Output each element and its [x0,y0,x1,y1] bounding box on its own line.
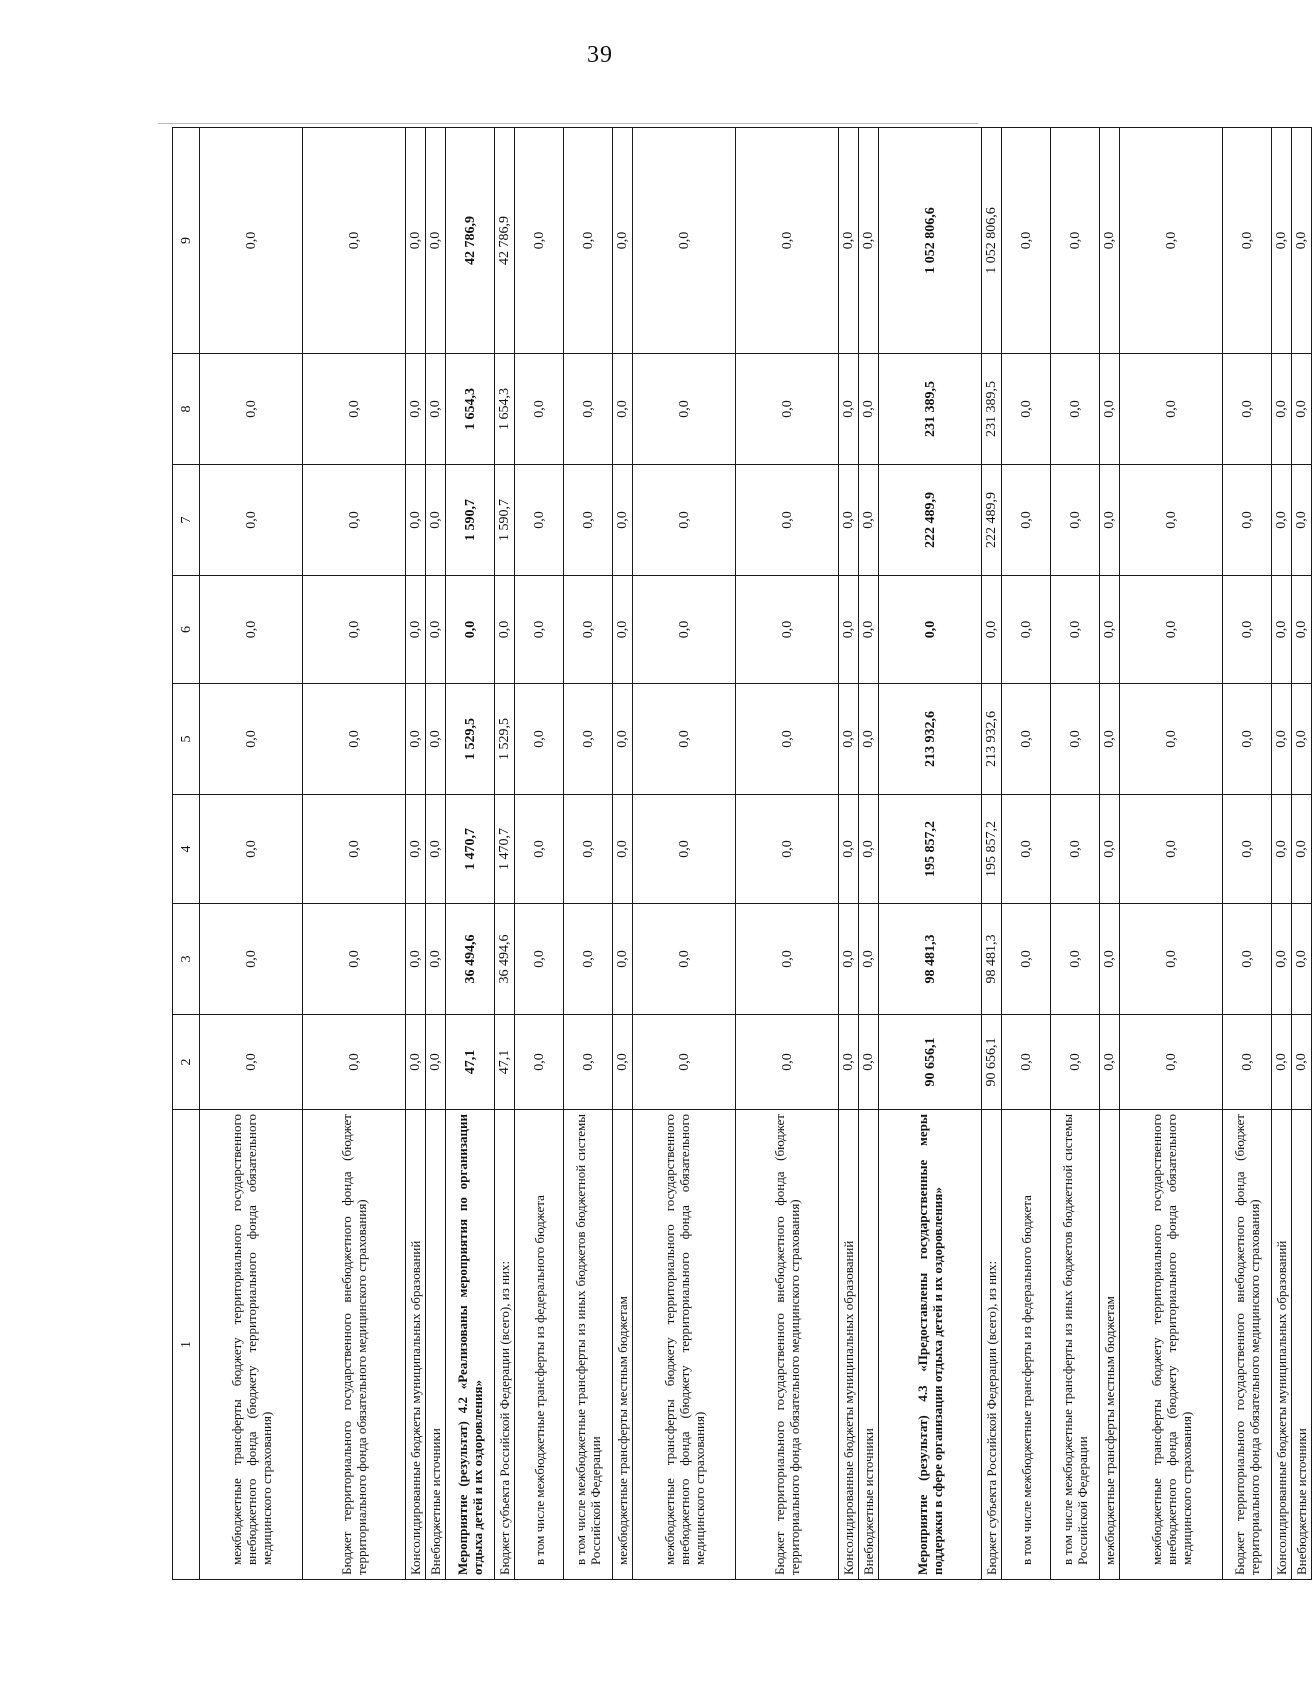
value-cell: 0,0 [426,795,446,904]
table-row [303,128,406,1580]
value-cell: 0,0 [839,795,859,904]
value-cell: 0,0 [1272,128,1292,354]
value-cell: 0,0 [200,684,303,795]
value-cell: 36 494,6 [495,904,515,1015]
row-label: в том числе межбюджетные трансферты из федерального бюджета [1002,1110,1051,1580]
value-cell: 47,1 [446,1015,495,1110]
value-cell: 0,0 [1002,684,1051,795]
table-row [1223,128,1272,1580]
table-row [515,128,564,1580]
value-cell: 0,0 [1292,128,1312,354]
value-cell: 0,0 [1051,684,1100,795]
value-cell: 0,0 [736,904,839,1015]
value-cell: 0,0 [1100,795,1120,904]
value-cell: 0,0 [613,354,633,465]
value-cell: 0,0 [406,465,426,576]
value-cell: 0,0 [1120,128,1223,354]
value-cell: 42 786,9 [446,128,495,354]
value-cell: 0,0 [406,1015,426,1110]
value-cell: 213 932,6 [879,684,982,795]
value-cell: 0,0 [1002,354,1051,465]
value-cell: 195 857,2 [879,795,982,904]
value-cell: 0,0 [736,354,839,465]
value-cell: 0,0 [200,576,303,684]
value-cell: 1 470,7 [446,795,495,904]
value-cell: 0,0 [859,576,879,684]
value-cell: 0,0 [1100,354,1120,465]
value-cell: 0,0 [426,576,446,684]
table-row [1272,128,1292,1580]
value-cell: 42 786,9 [495,128,515,354]
table-row [1292,128,1312,1580]
value-cell: 0,0 [200,904,303,1015]
value-cell: 0,0 [1292,465,1312,576]
value-cell: 0,0 [736,576,839,684]
value-cell: 0,0 [859,465,879,576]
value-cell: 0,0 [406,576,426,684]
value-cell: 0,0 [303,465,406,576]
value-cell: 0,0 [200,354,303,465]
value-cell: 0,0 [839,904,859,1015]
value-cell: 0,0 [515,465,564,576]
table-row [736,128,839,1580]
value-cell: 36 494,6 [446,904,495,1015]
value-cell: 0,0 [859,795,879,904]
value-cell: 0,0 [200,128,303,354]
value-cell: 0,0 [633,684,736,795]
value-cell: 0,0 [633,795,736,904]
value-cell: 0,0 [564,684,613,795]
column-header-5: 5 [173,684,200,795]
value-cell: 1 529,5 [446,684,495,795]
value-cell: 0,0 [406,795,426,904]
value-cell: 0,0 [406,904,426,1015]
value-cell: 0,0 [564,795,613,904]
value-cell: 0,0 [1292,1015,1312,1110]
value-cell: 0,0 [1223,795,1272,904]
value-cell: 0,0 [406,684,426,795]
table-row [446,128,495,1580]
value-cell: 0,0 [879,576,982,684]
value-cell: 0,0 [515,128,564,354]
column-header-4: 4 [173,795,200,904]
value-cell: 0,0 [736,465,839,576]
value-cell: 0,0 [303,684,406,795]
row-label: межбюджетные трансферты местным бюджетам [613,1110,633,1580]
value-cell: 0,0 [633,904,736,1015]
value-cell: 0,0 [736,128,839,354]
value-cell: 90 656,1 [982,1015,1002,1110]
value-cell: 0,0 [200,465,303,576]
value-cell: 0,0 [839,576,859,684]
value-cell: 0,0 [1223,1015,1272,1110]
value-cell: 222 489,9 [879,465,982,576]
value-cell: 0,0 [1051,1015,1100,1110]
value-cell: 0,0 [1100,1015,1120,1110]
value-cell: 0,0 [426,684,446,795]
row-label: межбюджетные трансферты бюджету территориального государственного внебюджетного фонда (бюджету территориального фонда обязательного медицинского страхования) [1120,1110,1223,1580]
value-cell: 0,0 [1223,354,1272,465]
row-label: Бюджет субъекта Российской Федерации (всего), из них: [495,1110,515,1580]
value-cell: 0,0 [613,684,633,795]
value-cell: 0,0 [1292,354,1312,465]
value-cell: 0,0 [839,128,859,354]
value-cell: 0,0 [406,128,426,354]
value-cell: 0,0 [1272,684,1292,795]
value-cell: 0,0 [1002,576,1051,684]
value-cell: 0,0 [426,1015,446,1110]
value-cell: 0,0 [736,795,839,904]
value-cell: 0,0 [1272,1015,1292,1110]
value-cell: 0,0 [1051,465,1100,576]
value-cell: 0,0 [564,465,613,576]
value-cell: 0,0 [1002,128,1051,354]
value-cell: 0,0 [303,128,406,354]
row-label: Мероприятие (результат) 4.3 «Предоставлены государственные меры поддержки в сфере организации отдыха детей и их оздоровления» [879,1110,982,1580]
row-label: Бюджет территориального государственного внебюджетного фонда (бюджет территориального фонда обязательного медицинского страхования) [736,1110,839,1580]
value-cell: 0,0 [1272,904,1292,1015]
value-cell: 0,0 [564,354,613,465]
table-row [426,128,446,1580]
value-cell: 231 389,5 [982,354,1002,465]
value-cell: 0,0 [1051,904,1100,1015]
value-cell: 0,0 [515,354,564,465]
table-row [982,128,1002,1580]
value-cell: 0,0 [839,465,859,576]
value-cell: 0,0 [446,576,495,684]
column-header-7: 7 [173,465,200,576]
value-cell: 0,0 [515,904,564,1015]
value-cell: 0,0 [426,904,446,1015]
table-body [200,128,1312,1580]
row-label: Бюджет территориального государственного внебюджетного фонда (бюджет территориального фонда обязательного медицинского страхования) [303,1110,406,1580]
row-label: Внебюджетные источники [1292,1110,1312,1580]
value-cell: 0,0 [736,1015,839,1110]
value-cell: 0,0 [1100,576,1120,684]
row-label: Бюджет территориального государственного внебюджетного фонда (бюджет территориального фонда обязательного медицинского страхования) [1223,1110,1272,1580]
value-cell: 0,0 [564,904,613,1015]
value-cell: 0,0 [515,684,564,795]
row-label: Консолидированные бюджеты муниципальных образований [406,1110,426,1580]
value-cell: 0,0 [1100,465,1120,576]
table-row [406,128,426,1580]
row-label: Внебюджетные источники [859,1110,879,1580]
value-cell: 1 590,7 [495,465,515,576]
value-cell: 231 389,5 [879,354,982,465]
table-row [1051,128,1100,1580]
value-cell: 0,0 [303,576,406,684]
value-cell: 1 529,5 [495,684,515,795]
row-label: Консолидированные бюджеты муниципальных образований [1272,1110,1292,1580]
row-label: межбюджетные трансферты бюджету территориального государственного внебюджетного фонда (бюджету территориального фонда обязательного медицинского страхования) [200,1110,303,1580]
value-cell: 0,0 [200,1015,303,1110]
table-row [1002,128,1051,1580]
row-label: в том числе межбюджетные трансферты из иных бюджетов бюджетной системы Российской Федерации [564,1110,613,1580]
value-cell: 0,0 [613,576,633,684]
value-cell: 1 052 806,6 [879,128,982,354]
value-cell: 0,0 [303,354,406,465]
value-cell: 0,0 [859,1015,879,1110]
value-cell: 0,0 [515,795,564,904]
value-cell: 0,0 [1051,128,1100,354]
value-cell: 0,0 [839,354,859,465]
value-cell: 0,0 [1051,795,1100,904]
value-cell: 0,0 [1002,904,1051,1015]
value-cell: 0,0 [1223,465,1272,576]
table-row [613,128,633,1580]
value-cell: 0,0 [564,576,613,684]
column-header-9: 9 [173,128,200,354]
value-cell: 0,0 [1292,576,1312,684]
value-cell: 0,0 [1100,904,1120,1015]
row-label: Мероприятие (результат) 4.2 «Реализованы мероприятия по организации отдыха детей и их оздоровления» [446,1110,495,1580]
value-cell: 1 052 806,6 [982,128,1002,354]
value-cell: 0,0 [613,128,633,354]
row-label: межбюджетные трансферты местным бюджетам [1100,1110,1120,1580]
value-cell: 1 470,7 [495,795,515,904]
value-cell: 0,0 [303,795,406,904]
value-cell: 0,0 [1292,904,1312,1015]
value-cell: 0,0 [982,576,1002,684]
value-cell: 0,0 [1272,576,1292,684]
value-cell: 98 481,3 [879,904,982,1015]
value-cell: 0,0 [859,128,879,354]
table-row [859,128,879,1580]
value-cell: 0,0 [633,354,736,465]
value-cell: 213 932,6 [982,684,1002,795]
value-cell: 47,1 [495,1015,515,1110]
value-cell: 0,0 [303,904,406,1015]
row-label: межбюджетные трансферты бюджету территориального государственного внебюджетного фонда (бюджету территориального фонда обязательного медицинского страхования) [633,1110,736,1580]
value-cell: 0,0 [303,1015,406,1110]
value-cell: 222 489,9 [982,465,1002,576]
value-cell: 0,0 [564,128,613,354]
column-header-1: 1 [173,1110,200,1580]
value-cell: 0,0 [1223,576,1272,684]
value-cell: 0,0 [1292,684,1312,795]
page-number: 39 [587,42,613,68]
value-cell: 0,0 [613,1015,633,1110]
value-cell: 1 654,3 [446,354,495,465]
value-cell: 0,0 [426,465,446,576]
table-row [495,128,515,1580]
row-label: Консолидированные бюджеты муниципальных образований [839,1110,859,1580]
value-cell: 0,0 [1272,465,1292,576]
table-row [879,128,982,1580]
value-cell: 0,0 [633,465,736,576]
value-cell: 98 481,3 [982,904,1002,1015]
value-cell: 0,0 [515,576,564,684]
value-cell: 0,0 [1100,684,1120,795]
row-label: Внебюджетные источники [426,1110,446,1580]
value-cell: 0,0 [839,1015,859,1110]
value-cell: 0,0 [859,684,879,795]
value-cell: 0,0 [633,1015,736,1110]
value-cell: 0,0 [200,795,303,904]
value-cell: 0,0 [1120,684,1223,795]
value-cell: 0,0 [613,795,633,904]
value-cell: 0,0 [859,354,879,465]
value-cell: 0,0 [1100,128,1120,354]
value-cell: 0,0 [1292,795,1312,904]
value-cell: 0,0 [1120,1015,1223,1110]
value-cell: 195 857,2 [982,795,1002,904]
value-cell: 0,0 [1051,354,1100,465]
value-cell: 0,0 [1120,465,1223,576]
value-cell: 1 654,3 [495,354,515,465]
value-cell: 0,0 [1223,128,1272,354]
table-row [200,128,303,1580]
value-cell: 0,0 [1272,795,1292,904]
value-cell: 1 590,7 [446,465,495,576]
value-cell: 0,0 [564,1015,613,1110]
rotated-table-content [172,128,1309,1580]
value-cell: 0,0 [613,465,633,576]
value-cell: 0,0 [1002,465,1051,576]
value-cell: 0,0 [406,354,426,465]
table-row [1120,128,1223,1580]
value-cell: 0,0 [736,684,839,795]
value-cell: 0,0 [426,128,446,354]
value-cell: 0,0 [1223,684,1272,795]
table-row [839,128,859,1580]
value-cell: 0,0 [839,684,859,795]
value-cell: 0,0 [1120,795,1223,904]
rotated-table-wrapper [172,128,1309,1580]
value-cell: 0,0 [1051,576,1100,684]
header-row [173,128,200,1580]
value-cell: 0,0 [859,904,879,1015]
column-header-3: 3 [173,904,200,1015]
table-row [633,128,736,1580]
value-cell: 0,0 [515,1015,564,1110]
row-label: в том числе межбюджетные трансферты из федерального бюджета [515,1110,564,1580]
value-cell: 0,0 [1002,795,1051,904]
value-cell: 0,0 [1223,904,1272,1015]
value-cell: 0,0 [1272,354,1292,465]
scan-edge-line [158,123,978,124]
column-header-2: 2 [173,1015,200,1110]
table-row [1100,128,1120,1580]
value-cell: 0,0 [1120,904,1223,1015]
value-cell: 0,0 [1120,354,1223,465]
column-header-6: 6 [173,576,200,684]
value-cell: 0,0 [633,128,736,354]
row-label: Бюджет субъекта Российской Федерации (всего), из них: [982,1110,1002,1580]
row-label: в том числе межбюджетные трансферты из иных бюджетов бюджетной системы Российской Федерации [1051,1110,1100,1580]
value-cell: 0,0 [1120,576,1223,684]
value-cell: 90 656,1 [879,1015,982,1110]
budget-table [172,127,1312,1580]
column-header-8: 8 [173,354,200,465]
value-cell: 0,0 [613,904,633,1015]
value-cell: 0,0 [426,354,446,465]
value-cell: 0,0 [1002,1015,1051,1110]
value-cell: 0,0 [495,576,515,684]
value-cell: 0,0 [633,576,736,684]
table-row [564,128,613,1580]
